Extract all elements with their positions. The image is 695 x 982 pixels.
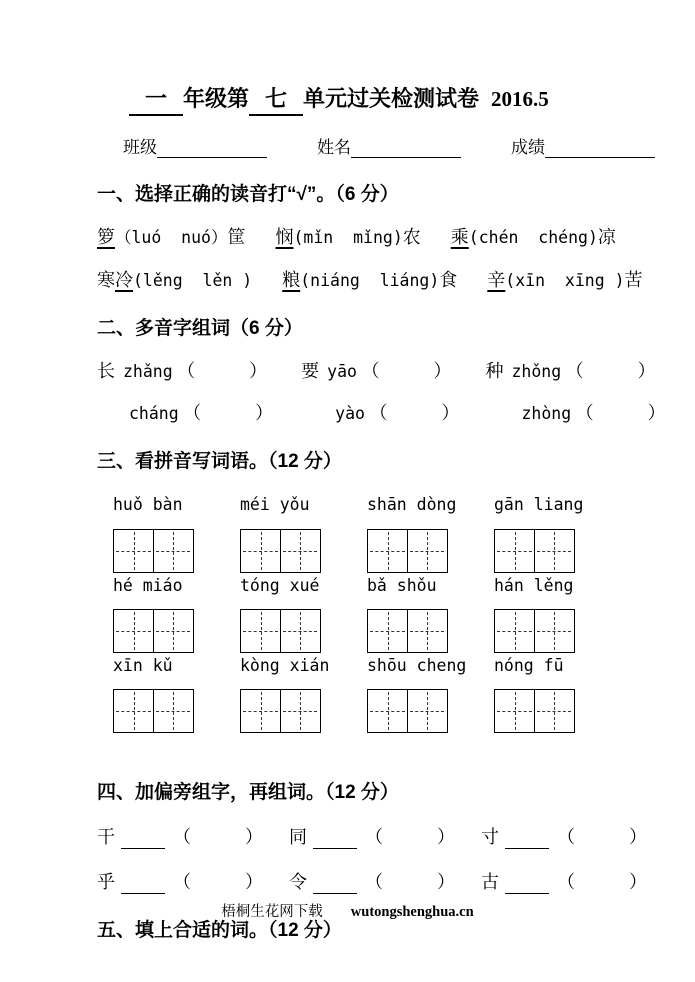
hanzi-post: 苦 bbox=[624, 270, 643, 290]
tianzige-group bbox=[240, 609, 321, 653]
section4-row2 bbox=[97, 868, 647, 894]
tianzige-group bbox=[240, 529, 321, 573]
polyphone-char: 长 bbox=[97, 361, 115, 381]
pinyin-label: méi yǒu bbox=[240, 495, 310, 514]
hanzi-underlined: 箩 bbox=[97, 227, 115, 247]
student-info-line bbox=[123, 133, 640, 158]
answer-parens: （ ） bbox=[361, 361, 452, 381]
writing-grid-cell bbox=[280, 530, 319, 572]
pinyin-row-2 bbox=[113, 576, 640, 596]
pinyin-options: (chén chéng) bbox=[468, 228, 598, 247]
s2-item-zhong2 bbox=[521, 399, 665, 425]
pinyin-reading: yào bbox=[335, 404, 365, 423]
hanzi-post: 凉 bbox=[597, 227, 616, 247]
hanzi-underlined: 粮 bbox=[282, 270, 301, 290]
hanzi-underlined: 乘 bbox=[450, 227, 469, 247]
title-segment-1: 年级第 bbox=[183, 86, 250, 111]
writing-grid-cell bbox=[495, 530, 534, 572]
s1-item-liangshi bbox=[282, 266, 457, 292]
writing-grid-cell bbox=[153, 690, 192, 732]
s1-item-hanleng bbox=[97, 266, 252, 292]
section1-row2 bbox=[97, 266, 643, 292]
pinyin-options: (lěng lěn ) bbox=[133, 271, 253, 290]
answer-blank bbox=[121, 875, 165, 894]
section4-row1 bbox=[97, 823, 647, 849]
writing-grid-cell bbox=[114, 530, 153, 572]
writing-grid-cell bbox=[114, 690, 153, 732]
hanzi-post: 筐 bbox=[227, 227, 246, 247]
pinyin-label: shōu cheng bbox=[367, 656, 467, 675]
answer-parens: （ ） bbox=[173, 872, 263, 892]
s4-item-gu bbox=[481, 868, 647, 894]
class-blank bbox=[157, 138, 267, 158]
name-blank bbox=[351, 138, 461, 158]
tianzige-group bbox=[494, 609, 575, 653]
answer-parens: （ ） bbox=[557, 872, 647, 892]
paper-date: 2016.5 bbox=[491, 87, 549, 111]
tianzige-group bbox=[240, 689, 321, 733]
pinyin-reading: zhǒng bbox=[511, 362, 562, 381]
tianzige-group bbox=[367, 689, 448, 733]
footer-site-name: 梧桐生花网下载 bbox=[221, 904, 323, 920]
answer-parens: （ ） bbox=[365, 872, 455, 892]
writing-grid-row-3 bbox=[113, 689, 640, 733]
s1-item-luokuang bbox=[97, 223, 245, 249]
tianzige-group bbox=[367, 609, 448, 653]
answer-parens: （ ） bbox=[173, 827, 263, 847]
s1-item-minnong bbox=[275, 223, 420, 249]
score-label: 成绩 bbox=[511, 138, 545, 157]
pinyin-label: bǎ shǒu bbox=[367, 576, 437, 595]
writing-grid-cell bbox=[407, 690, 446, 732]
pinyin-reading: zhòng bbox=[521, 404, 572, 423]
pinyin-reading: zhǎng bbox=[123, 362, 173, 381]
pinyin-reading: cháng bbox=[129, 404, 179, 423]
writing-grid-cell bbox=[495, 610, 534, 652]
writing-grid-cell bbox=[114, 610, 153, 652]
tianzige-group bbox=[367, 529, 448, 573]
section3-heading: 三、看拼音写词语。（12 分） bbox=[97, 451, 342, 472]
s4-item-hu bbox=[97, 868, 263, 894]
writing-grid-cell bbox=[153, 530, 192, 572]
writing-grid-cell bbox=[534, 610, 573, 652]
s1-item-xinku bbox=[487, 266, 642, 292]
tianzige-group bbox=[113, 529, 194, 573]
s2-item-zhong bbox=[485, 357, 655, 383]
pinyin-options: （luó nuó） bbox=[115, 228, 228, 247]
writing-grid-cell bbox=[407, 530, 446, 572]
writing-grid-cell bbox=[241, 530, 280, 572]
s2-item-zhang bbox=[97, 357, 267, 383]
section2-heading: 二、多音字组词（6 分） bbox=[97, 318, 303, 339]
answer-blank bbox=[505, 830, 549, 849]
radical-base-char: 乎 bbox=[97, 872, 115, 892]
s2-item-yao bbox=[301, 357, 451, 383]
title-blank-unit: 七 bbox=[249, 82, 303, 116]
tianzige-group bbox=[113, 609, 194, 653]
radical-base-char: 令 bbox=[289, 872, 307, 892]
s4-item-gan bbox=[97, 823, 263, 849]
writing-grid-cell bbox=[534, 690, 573, 732]
pinyin-label: shān dòng bbox=[367, 495, 457, 514]
writing-grid-row-1 bbox=[113, 529, 640, 573]
pinyin-label: huǒ bàn bbox=[113, 495, 183, 514]
pinyin-label: kòng xián bbox=[240, 656, 330, 675]
name-label: 姓名 bbox=[317, 138, 351, 157]
pinyin-label: nóng fū bbox=[494, 656, 564, 675]
s4-item-ling bbox=[289, 868, 455, 894]
class-group bbox=[123, 133, 267, 158]
answer-blank bbox=[313, 830, 357, 849]
answer-blank bbox=[121, 830, 165, 849]
section2-row2 bbox=[129, 399, 666, 425]
hanzi-underlined: 悯 bbox=[275, 227, 294, 247]
radical-base-char: 寸 bbox=[481, 827, 499, 847]
pinyin-label: hán lěng bbox=[494, 576, 574, 595]
answer-parens: （ ） bbox=[369, 403, 460, 423]
writing-grid-row-2 bbox=[113, 609, 640, 653]
writing-grid-cell bbox=[368, 610, 407, 652]
writing-grid-cell bbox=[280, 690, 319, 732]
writing-grid-cell bbox=[407, 610, 446, 652]
title-blank-grade: 一 bbox=[129, 82, 183, 116]
name-group bbox=[317, 133, 461, 158]
answer-parens: （ ） bbox=[177, 361, 268, 381]
writing-grid-cell bbox=[368, 690, 407, 732]
title-segment-2: 单元过关检测试卷 bbox=[303, 86, 480, 111]
hanzi-pre: 寒 bbox=[97, 270, 115, 290]
tianzige-group bbox=[494, 529, 575, 573]
answer-blank bbox=[505, 875, 549, 894]
tianzige-group bbox=[113, 689, 194, 733]
s2-item-chang bbox=[129, 399, 273, 425]
section1-row1 bbox=[97, 223, 640, 249]
footer-site-url: wutongshenghua.cn bbox=[350, 904, 474, 920]
pinyin-label: gān liang bbox=[494, 495, 584, 514]
polyphone-char: 要 bbox=[301, 361, 320, 381]
section1-heading: 一、选择正确的读音打“√”。（6 分） bbox=[97, 184, 399, 205]
pinyin-row-3 bbox=[113, 656, 640, 676]
writing-grid-cell bbox=[153, 610, 192, 652]
s1-item-chengliang bbox=[451, 223, 616, 249]
score-blank bbox=[545, 138, 655, 158]
score-group bbox=[511, 133, 655, 158]
section2-row1 bbox=[97, 357, 656, 383]
polyphone-char: 种 bbox=[485, 361, 504, 381]
radical-base-char: 干 bbox=[97, 827, 115, 847]
radical-base-char: 古 bbox=[481, 872, 499, 892]
section4-heading: 四、加偏旁组字，再组词。（12 分） bbox=[97, 782, 399, 803]
writing-grid-cell bbox=[241, 610, 280, 652]
hanzi-underlined: 辛 bbox=[487, 270, 506, 290]
footer bbox=[0, 900, 695, 921]
pinyin-label: hé miáo bbox=[113, 576, 183, 595]
s4-item-tong bbox=[289, 823, 455, 849]
radical-base-char: 同 bbox=[289, 827, 307, 847]
writing-grid-cell bbox=[534, 530, 573, 572]
paper-title bbox=[129, 82, 640, 116]
s4-item-cun bbox=[481, 823, 647, 849]
tianzige-group bbox=[494, 689, 575, 733]
pinyin-row-1 bbox=[113, 495, 640, 515]
writing-grid-cell bbox=[495, 690, 534, 732]
pinyin-options: (xīn xīng ) bbox=[505, 271, 625, 290]
writing-grid-cell bbox=[280, 610, 319, 652]
pinyin-label: tóng xué bbox=[240, 576, 320, 595]
writing-grid-cell bbox=[241, 690, 280, 732]
section5-heading: 五、填上合适的词。（12 分） bbox=[97, 920, 342, 941]
answer-blank bbox=[313, 875, 357, 894]
s2-item-yao2 bbox=[335, 399, 459, 425]
pinyin-label: xīn kǔ bbox=[113, 656, 173, 675]
pinyin-options: (mǐn mǐng) bbox=[293, 228, 403, 247]
hanzi-post: 食 bbox=[439, 270, 458, 290]
answer-parens: （ ） bbox=[183, 403, 274, 423]
pinyin-reading: yāo bbox=[327, 362, 357, 381]
answer-parens: （ ） bbox=[565, 361, 656, 381]
hanzi-post: 农 bbox=[402, 227, 421, 247]
answer-parens: （ ） bbox=[557, 827, 647, 847]
answer-parens: （ ） bbox=[365, 827, 455, 847]
answer-parens: （ ） bbox=[575, 403, 666, 423]
pinyin-options: (niáng liáng) bbox=[300, 271, 440, 290]
class-label: 班级 bbox=[123, 138, 157, 157]
writing-grid-cell bbox=[368, 530, 407, 572]
hanzi-underlined: 冷 bbox=[115, 270, 133, 290]
